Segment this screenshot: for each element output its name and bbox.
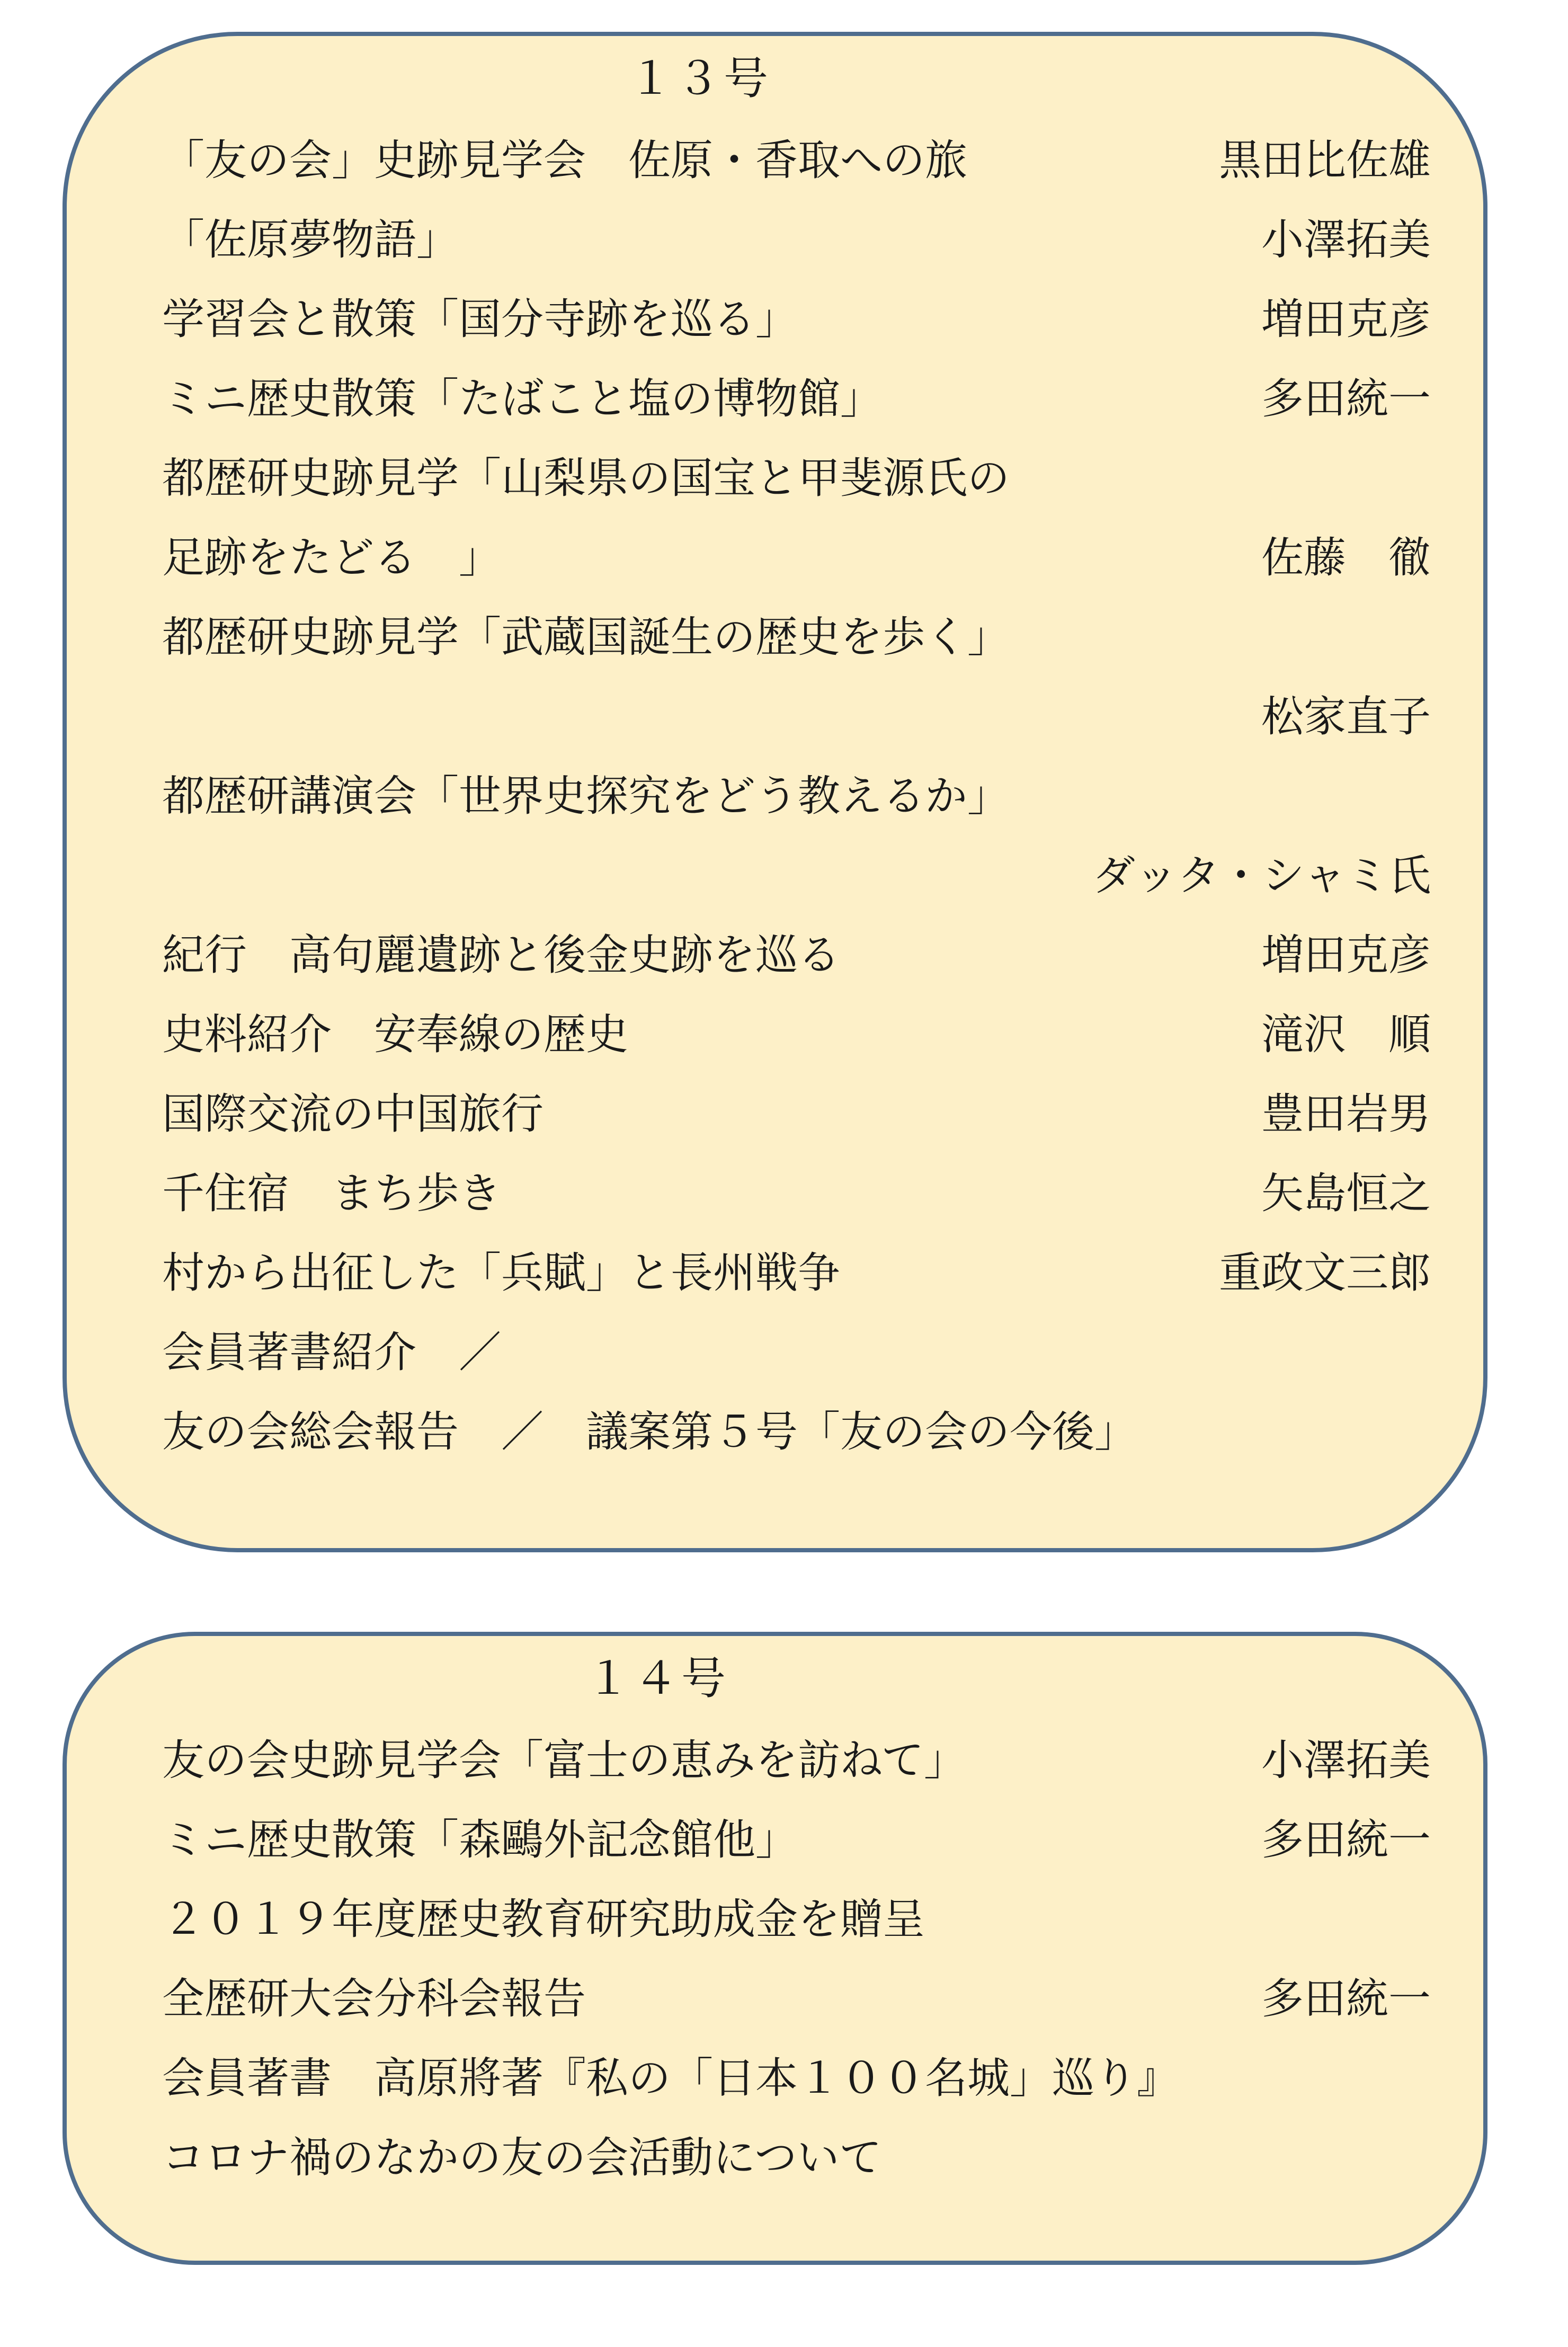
list-item <box>162 1731 1431 1790</box>
list-item <box>162 529 1431 587</box>
article-author: 増田克彦 <box>1261 295 1431 344</box>
article-title: 学習会と散策「国分寺跡を巡る」 <box>162 295 798 344</box>
list-item <box>162 1811 1431 1869</box>
article-author: 矢島恒之 <box>1261 1169 1431 1218</box>
list-item <box>162 2129 1431 2187</box>
list-item <box>162 370 1431 428</box>
list-item <box>162 1890 1431 1949</box>
list-item <box>162 2049 1431 2108</box>
issue-13-title: １３号 <box>628 52 772 104</box>
issue-14-title: １４号 <box>586 1652 729 1704</box>
article-title: 会員著書 高原將著『私の「日本１００名城」巡り』 <box>162 2053 1179 2103</box>
article-author: 小澤拓美 <box>1261 1736 1431 1785</box>
article-title: 全歴研大会分科会報告 <box>162 1974 586 2023</box>
article-title: 都歴研講演会「世界史探究をどう教えるか」 <box>162 771 1010 821</box>
article-title: 都歴研史跡見学「武蔵国誕生の歴史を歩く」 <box>162 612 1010 662</box>
article-author: 重政文三郎 <box>1219 1248 1431 1297</box>
list-item <box>162 767 1431 825</box>
article-title: 「友の会」史跡見学会 佐原・香取への旅 <box>162 136 967 185</box>
list-item <box>162 211 1431 269</box>
list-item <box>162 1403 1431 1461</box>
list-item <box>162 1323 1431 1382</box>
list-item <box>162 131 1431 190</box>
article-author: 多田統一 <box>1261 1974 1431 2023</box>
list-item <box>162 1970 1431 2028</box>
article-title: ミニ歴史散策「森鷗外記念館他」 <box>162 1815 798 1864</box>
article-author: 松家直子 <box>1261 692 1431 741</box>
article-author: 増田克彦 <box>1261 930 1431 980</box>
article-author: 滝沢 順 <box>1261 1010 1431 1059</box>
article-author: 佐藤 徹 <box>1261 533 1431 582</box>
list-item <box>162 1244 1431 1302</box>
article-author: 多田統一 <box>1261 374 1431 423</box>
list-item <box>162 1006 1431 1064</box>
article-title: 紀行 高句麗遺跡と後金史跡を巡る <box>162 930 840 980</box>
article-title: 友の会史跡見学会「富士の恵みを訪ねて」 <box>162 1736 966 1785</box>
article-title: 千住宿 まち歩き <box>162 1169 501 1218</box>
article-title: 村から出征した「兵賦」と長州戦争 <box>162 1248 840 1297</box>
article-author: 豊田岩男 <box>1261 1089 1431 1139</box>
list-item <box>162 290 1431 349</box>
article-author: 多田統一 <box>1261 1815 1431 1864</box>
article-title: 会員著書紹介 ／ <box>162 1328 501 1377</box>
list-item <box>162 926 1431 984</box>
issue-13-box <box>63 32 1487 1552</box>
article-title: コロナ禍のなかの友の会活動について <box>162 2133 882 2182</box>
list-item <box>162 449 1431 508</box>
article-author: 小澤拓美 <box>1261 215 1431 264</box>
list-item <box>162 688 1431 746</box>
list-item <box>162 1085 1431 1143</box>
article-title: 国際交流の中国旅行 <box>162 1089 544 1139</box>
article-author: ダッタ・シャミ氏 <box>1092 851 1431 900</box>
article-title: 友の会総会報告 ／ 議案第５号「友の会の今後」 <box>162 1407 1137 1456</box>
article-author: 黒田比佐雄 <box>1219 136 1431 185</box>
list-item <box>162 847 1431 905</box>
article-title: 「佐原夢物語」 <box>162 215 459 264</box>
article-title: ミニ歴史散策「たばこと塩の博物館」 <box>162 374 883 423</box>
article-title: ２０１９年度歴史教育研究助成金を贈呈 <box>162 1895 925 1944</box>
article-title: 史料紹介 安奉線の歴史 <box>162 1010 628 1059</box>
list-item <box>162 1164 1431 1223</box>
article-title: 都歴研史跡見学「山梨県の国宝と甲斐源氏の <box>162 454 1010 503</box>
article-title: 足跡をたどる 」 <box>162 533 501 582</box>
issue-14-box <box>63 1632 1487 2265</box>
list-item <box>162 608 1431 666</box>
